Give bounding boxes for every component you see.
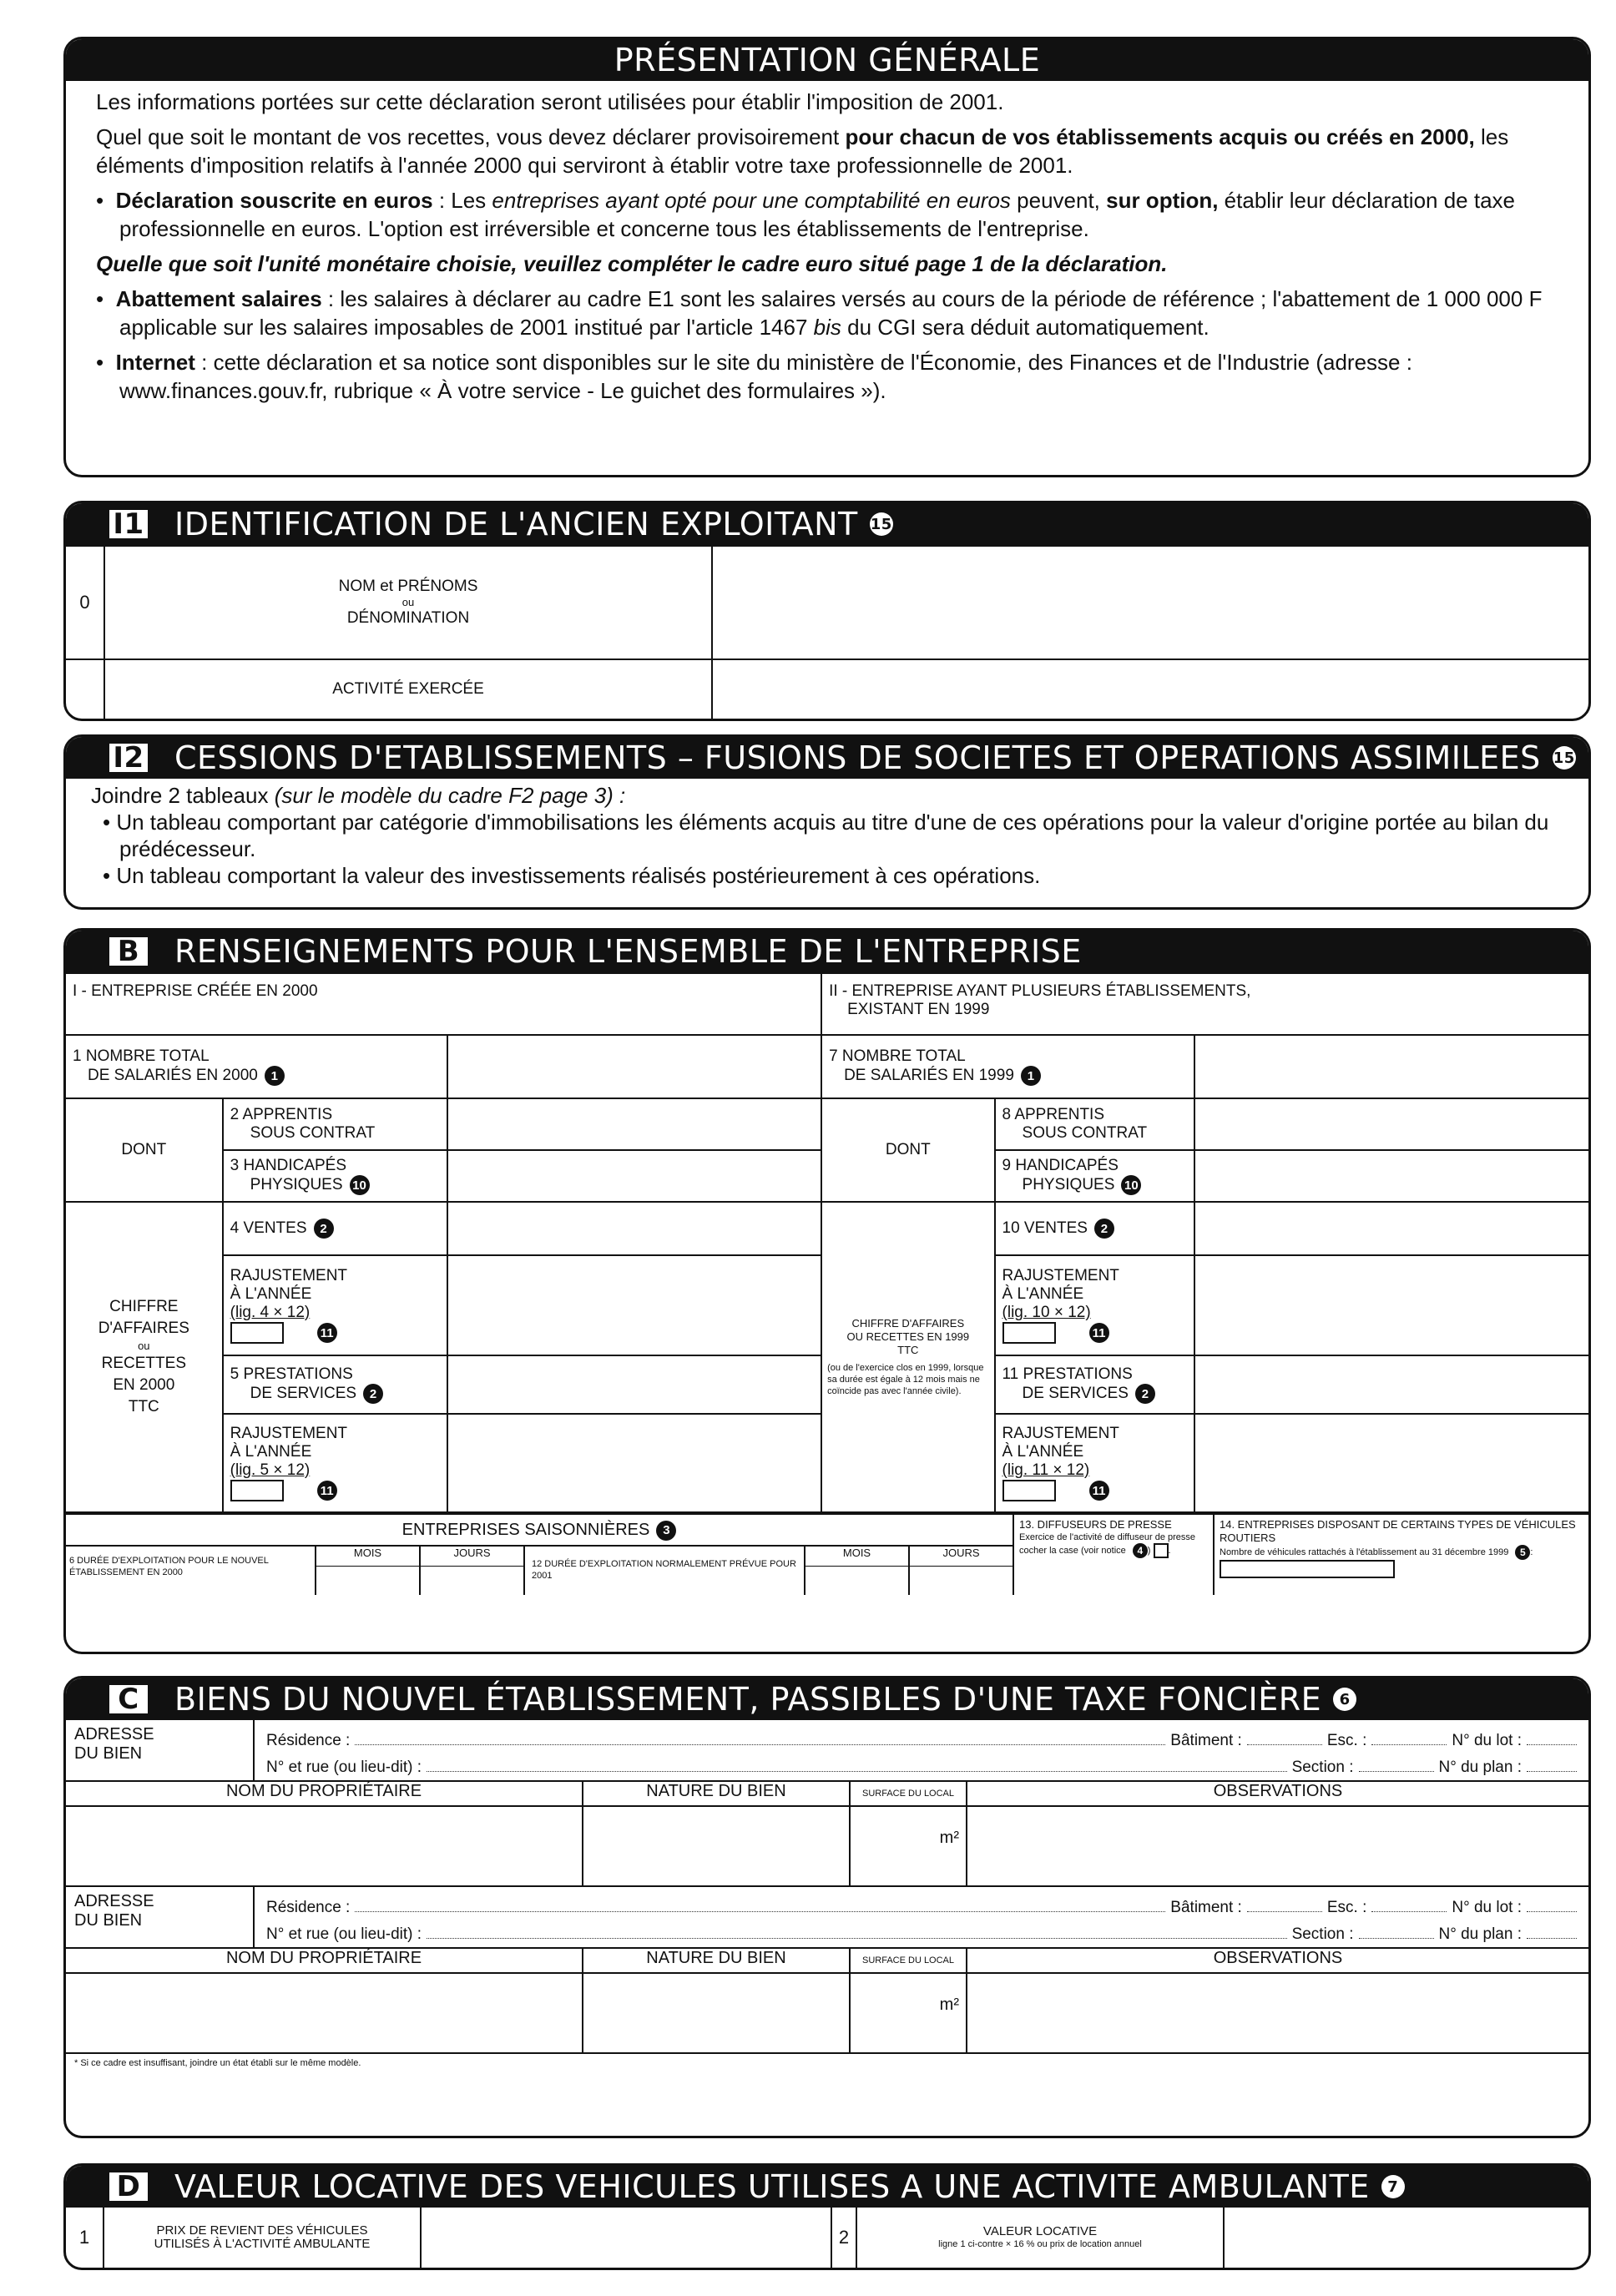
i2-body [66, 779, 1588, 889]
c-col-surface: SURFACE DU LOCAL [851, 1782, 967, 1805]
note-1-icon: 1 [1021, 1066, 1041, 1086]
presentation-p2: Quel que soit le montant de vos recettes, vous devez déclarer provisoirement pour chacun de vos établissements acquis ou créés en 2000, les éléments d'imposition relatifs à l'année 2000 qui serviront à établir votre taxe professionnelle de 2001. [96, 124, 1509, 178]
b-line-12-mois-field[interactable] [805, 1567, 908, 1595]
b-line-8-field[interactable] [1194, 1098, 1588, 1150]
b-raj-5-field[interactable] [447, 1414, 821, 1512]
b-line-9-field[interactable] [1194, 1150, 1588, 1202]
c-owner-field[interactable] [66, 1807, 583, 1885]
c-lot-field[interactable] [1527, 1911, 1577, 1912]
b-line-11-label: 11 PRESTATIONS DE SERVICES 2 [995, 1355, 1195, 1414]
b-left-heading: I - ENTREPRISE CRÉÉE EN 2000 [66, 973, 821, 1035]
raj-11-checkbox[interactable] [1002, 1480, 1056, 1501]
c-col-obs: OBSERVATIONS [1213, 1949, 1343, 1967]
c-batiment-field[interactable] [1247, 1744, 1322, 1745]
c-note-icon: 6 [1333, 1688, 1356, 1711]
c-plan-field[interactable] [1527, 1771, 1577, 1772]
c-residence-field[interactable] [355, 1911, 1165, 1912]
b-line-2-label: 2 APPRENTIS SOUS CONTRAT [223, 1098, 447, 1150]
d-note-icon: 7 [1381, 2175, 1405, 2198]
i1-name-label: NOM et PRÉNOMS ou DÉNOMINATION [104, 546, 712, 659]
c-surface-field[interactable]: m² [851, 1974, 967, 2052]
note-2-icon: 2 [1135, 1384, 1155, 1404]
b-dont-left: DONT [66, 1098, 223, 1202]
b-raj-4-label: RAJUSTEMENT À L'ANNÉE (lig. 4 × 12) 11 [223, 1255, 447, 1355]
b-line-3-field[interactable] [447, 1150, 821, 1202]
c-code: C [108, 1683, 149, 1715]
i1-activity-field[interactable] [712, 659, 1588, 719]
i1-activity-label: ACTIVITÉ EXERCÉE [104, 659, 712, 719]
b-line-6-label: 6 DURÉE D'EXPLOITATION POUR LE NOUVEL ÉTABLISSEMENT EN 2000 [66, 1547, 316, 1595]
b-line-12-jours-field[interactable] [910, 1567, 1013, 1595]
b-raj-11-label: RAJUSTEMENT À L'ANNÉE (lig. 11 × 12) 11 [995, 1414, 1195, 1512]
presentation-bullet-abattement: • Abattement salaires : les salaires à déclarer au cadre E1 sont les salaires versés au cours de la période de référence ; l'abattement de 1 000 000 F applicable sur les salaires imposables de 2001 institué par l'article 1467 bis du CGI sera déduit automatiquement. [96, 286, 1543, 340]
i1-title-bar [66, 503, 1588, 545]
b-ca-right-label: CHIFFRE D'AFFAIRES OU RECETTES EN 1999 TTC (ou de l'exercice clos en 1999, lorsque sa durée est égale à 12 mois mais ne coïncide pas avec l'année civile). [821, 1202, 994, 1512]
d-line-2-field[interactable] [1225, 2208, 1588, 2268]
c-obs-field[interactable] [967, 1807, 1588, 1885]
c-col-obs: OBSERVATIONS [1213, 1782, 1343, 1800]
b-code: B [108, 936, 149, 967]
note-11-icon: 11 [317, 1323, 337, 1343]
d-row [66, 2208, 1588, 2268]
b-line-12-jours-label: JOURS [910, 1547, 1013, 1567]
b-raj-10-field[interactable] [1194, 1255, 1588, 1355]
c-title: BIENS DU NOUVEL ÉTABLISSEMENT, PASSIBLES D'UNE TAXE FONCIÈRE [174, 1681, 1322, 1718]
c-nature-field[interactable] [583, 1974, 851, 2052]
i1-note-icon: 15 [870, 512, 893, 536]
b-line-7-field[interactable] [1194, 1035, 1588, 1098]
section-i2 [63, 734, 1591, 910]
i2-code: I2 [108, 742, 149, 774]
b-seasonal-row [66, 1547, 1013, 1595]
b-line-5-field[interactable] [447, 1355, 821, 1414]
c-residence-field[interactable] [355, 1744, 1165, 1745]
presentation-italic-note: Quelle que soit l'unité monétaire choisie, veuillez compléter le cadre euro situé page 1 de la déclaration. [96, 251, 1168, 276]
note-10-icon: 10 [1121, 1175, 1141, 1195]
b-line-3-label: 3 HANDICAPÉS PHYSIQUES 10 [223, 1150, 447, 1202]
c-col-owner: NOM DU PROPRIÉTAIRE [66, 1949, 583, 1972]
raj-5-checkbox[interactable] [230, 1480, 284, 1501]
b-line-10-field[interactable] [1194, 1202, 1588, 1255]
b-line-12-label: 12 DURÉE D'EXPLOITATION NORMALEMENT PRÉVUE POUR 2001 [525, 1547, 805, 1595]
note-5-icon: 5 [1515, 1545, 1530, 1560]
c-rue-field[interactable] [427, 1938, 1287, 1939]
d-line-1-label: PRIX DE REVIENT DES VÉHICULES UTILISÉS À L'ACTIVITÉ AMBULANTE [104, 2208, 422, 2268]
c-nature-field[interactable] [583, 1807, 851, 1885]
c-esc-field[interactable] [1371, 1744, 1447, 1745]
b-line-12-mois-label: MOIS [805, 1547, 908, 1567]
b-raj-11-field[interactable] [1194, 1414, 1588, 1512]
c-section-field[interactable] [1359, 1938, 1434, 1939]
c-title-bar [66, 1678, 1588, 1720]
d-line-1-field[interactable] [422, 2208, 832, 2268]
i1-table [66, 545, 1588, 719]
b-line-6-mois-field[interactable] [316, 1567, 419, 1595]
c-col-owner: NOM DU PROPRIÉTAIRE [66, 1782, 583, 1805]
presentation-p1: Les informations portées sur cette déclaration seront utilisées pour établir l'imposition de 2001. [96, 89, 1004, 114]
c-block-1: ADRESSE DU BIEN Résidence : Bâtiment : Esc. : N° du lot : N° et rue (ou lieu-dit) : Section : N° du plan : NOM DU PROPRIÉTAIRE NATURE DU BIEN SURFACE DU LOCAL OBSERVATIONS m² [66, 1720, 1588, 1887]
b-bottom-strip [66, 1513, 1588, 1595]
i2-title-bar [66, 737, 1588, 779]
b-line-9-label: 9 HANDICAPÉS PHYSIQUES 10 [995, 1150, 1195, 1202]
b-seasonal-title: ENTREPRISES SAISONNIÈRES 3 [66, 1515, 1013, 1547]
c-plan-field[interactable] [1527, 1938, 1577, 1939]
vehicules-count-field[interactable] [1220, 1560, 1395, 1578]
i1-title: IDENTIFICATION DE L'ANCIEN EXPLOITANT [174, 506, 858, 542]
c-batiment-field[interactable] [1247, 1911, 1322, 1912]
note-2-icon: 2 [1094, 1219, 1114, 1239]
b-right-heading: II - ENTREPRISE AYANT PLUSIEURS ÉTABLISSEMENTS, EXISTANT EN 1999 [821, 973, 1588, 1035]
c-block-2: ADRESSE DU BIEN Résidence : Bâtiment : Esc. : N° du lot : N° et rue (ou lieu-dit) : Section : N° du plan : NOM DU PROPRIÉTAIRE NATURE DU BIEN SURFACE DU LOCAL OBSERVATIONS m² [66, 1887, 1588, 2054]
d-code: D [108, 2171, 149, 2203]
b-title: RENSEIGNEMENTS POUR L'ENSEMBLE DE L'ENTREPRISE [174, 933, 1082, 970]
c-adresse-label: ADRESSE DU BIEN [66, 1887, 255, 1947]
c-adresse-label: ADRESSE DU BIEN [66, 1720, 255, 1780]
i1-name-field[interactable] [712, 546, 1588, 659]
c-col-nature: NATURE DU BIEN [583, 1782, 851, 1805]
note-11-icon: 11 [317, 1481, 337, 1501]
d-title-bar [66, 2166, 1588, 2208]
c-owner-field[interactable] [66, 1974, 583, 2052]
c-col-surface: SURFACE DU LOCAL [851, 1949, 967, 1972]
presentation-body [66, 81, 1588, 405]
note-10-icon: 10 [350, 1175, 370, 1195]
b-line-1-label: 1 NOMBRE TOTAL DE SALARIÉS EN 2000 1 [66, 1035, 447, 1098]
d-line-1-number: 1 [66, 2208, 104, 2268]
b-raj-10-label: RAJUSTEMENT À L'ANNÉE (lig. 10 × 12) 11 [995, 1255, 1195, 1355]
section-c [63, 1676, 1591, 2138]
b-line-6-jours-field[interactable] [421, 1567, 523, 1595]
b-table [66, 972, 1588, 1513]
c-surface-field[interactable]: m² [851, 1807, 967, 1885]
note-2-icon: 2 [363, 1384, 383, 1404]
d-line-2-label: VALEUR LOCATIVE ligne 1 ci-contre × 16 % ou prix de location annuel [857, 2208, 1225, 2268]
b-line-2-field[interactable] [447, 1098, 821, 1150]
raj-4-checkbox[interactable] [230, 1322, 284, 1344]
i2-intro: Joindre 2 tableaux (sur le modèle du cadre F2 page 3) : [91, 783, 626, 808]
b-line-13: 13. DIFFUSEURS DE PRESSE Exercice de l'activité de diffuseur de presse cocher la case (voir notice 4 ) . [1014, 1515, 1215, 1595]
d-line-2-number: 2 [832, 2208, 857, 2268]
note-11-icon: 11 [1089, 1323, 1109, 1343]
c-esc-field[interactable] [1371, 1911, 1447, 1912]
b-line-8-label: 8 APPRENTIS SOUS CONTRAT [995, 1098, 1195, 1150]
b-title-bar [66, 931, 1588, 972]
c-lot-field[interactable] [1527, 1744, 1577, 1745]
b-line-6-jours-label: JOURS [421, 1547, 523, 1567]
presentation-bullet-euros: • Déclaration souscrite en euros : Les entreprises ayant opté pour une comptabilité en euros peuvent, sur option, établir leur déclaration de taxe professionnelle en euros. L'option est irréversible et concerne tous les établissements de l'entreprise. [96, 188, 1515, 241]
b-line-5-label: 5 PRESTATIONS DE SERVICES 2 [223, 1355, 447, 1414]
note-1-icon: 1 [265, 1066, 285, 1086]
i2-item-1: • Un tableau comportant par catégorie d'immobilisations les éléments acquis au titre d'une de ces opérations pour la valeur d'origine portée au bilan du prédécesseur. [103, 810, 1549, 861]
c-section-field[interactable] [1359, 1771, 1434, 1772]
c-col-nature: NATURE DU BIEN [583, 1949, 851, 1972]
b-line-6-mois-label: MOIS [316, 1547, 419, 1567]
section-b [63, 928, 1591, 1654]
d-title: VALEUR LOCATIVE DES VEHICULES UTILISES A UNE ACTIVITE AMBULANTE [174, 2168, 1370, 2205]
b-line-4-field[interactable] [447, 1202, 821, 1255]
b-line-14: 14. ENTREPRISES DISPOSANT DE CERTAINS TYPES DE VÉHICULES ROUTIERS Nombre de véhicules rattachés à l'établissement au 31 décembre 1999 5 : [1215, 1515, 1588, 1595]
b-line-1-field[interactable] [447, 1035, 821, 1098]
c-footnote: * Si ce cadre est insuffisant, joindre un état établi sur le même modèle. [74, 2058, 361, 2068]
note-4-icon: 4 [1133, 1543, 1148, 1558]
b-dont-right: DONT [821, 1098, 994, 1202]
presentation-title [66, 39, 1588, 81]
i2-item-2: • Un tableau comportant la valeur des investissements réalisés postérieurement à ces opérations. [103, 863, 1041, 888]
section-presentation [63, 37, 1591, 477]
b-raj-5-label: RAJUSTEMENT À L'ANNÉE (lig. 5 × 12) 11 [223, 1414, 447, 1512]
note-2-icon: 2 [314, 1219, 334, 1239]
b-line-11-field[interactable] [1194, 1355, 1588, 1414]
i2-note-icon: 15 [1553, 746, 1576, 770]
b-line-10-label: 10 VENTES 2 [995, 1202, 1195, 1255]
i1-row-number: 0 [66, 546, 104, 659]
section-d [63, 2163, 1591, 2270]
b-line-4-label: 4 VENTES 2 [223, 1202, 447, 1255]
note-3-icon: 3 [656, 1521, 676, 1541]
diffuseur-presse-checkbox[interactable] [1154, 1543, 1169, 1558]
c-rue-field[interactable] [427, 1771, 1287, 1772]
raj-10-checkbox[interactable] [1002, 1322, 1056, 1344]
c-obs-field[interactable] [967, 1974, 1588, 2052]
i2-title: CESSIONS D'ETABLISSEMENTS – FUSIONS DE SOCIETES ET OPERATIONS ASSIMILEES [174, 739, 1541, 776]
section-i1 [63, 501, 1591, 721]
b-seasonal [66, 1515, 1014, 1595]
presentation-title-text: PRÉSENTATION GÉNÉRALE [614, 42, 1041, 78]
b-ca-left-label: CHIFFRE D'AFFAIRES ou RECETTES EN 2000 TTC [66, 1202, 223, 1512]
presentation-bullet-internet: • Internet : cette déclaration et sa notice sont disponibles sur le site du ministère de l'Économie, des Finances et de l'Industrie (adresse : www.finances.gouv.fr, rubrique « À votre service - Le guichet des formulaires »). [96, 350, 1412, 403]
b-raj-4-field[interactable] [447, 1255, 821, 1355]
note-11-icon: 11 [1089, 1481, 1109, 1501]
b-line-7-label: 7 NOMBRE TOTAL DE SALARIÉS EN 1999 1 [821, 1035, 1194, 1098]
i1-code: I1 [108, 508, 149, 540]
